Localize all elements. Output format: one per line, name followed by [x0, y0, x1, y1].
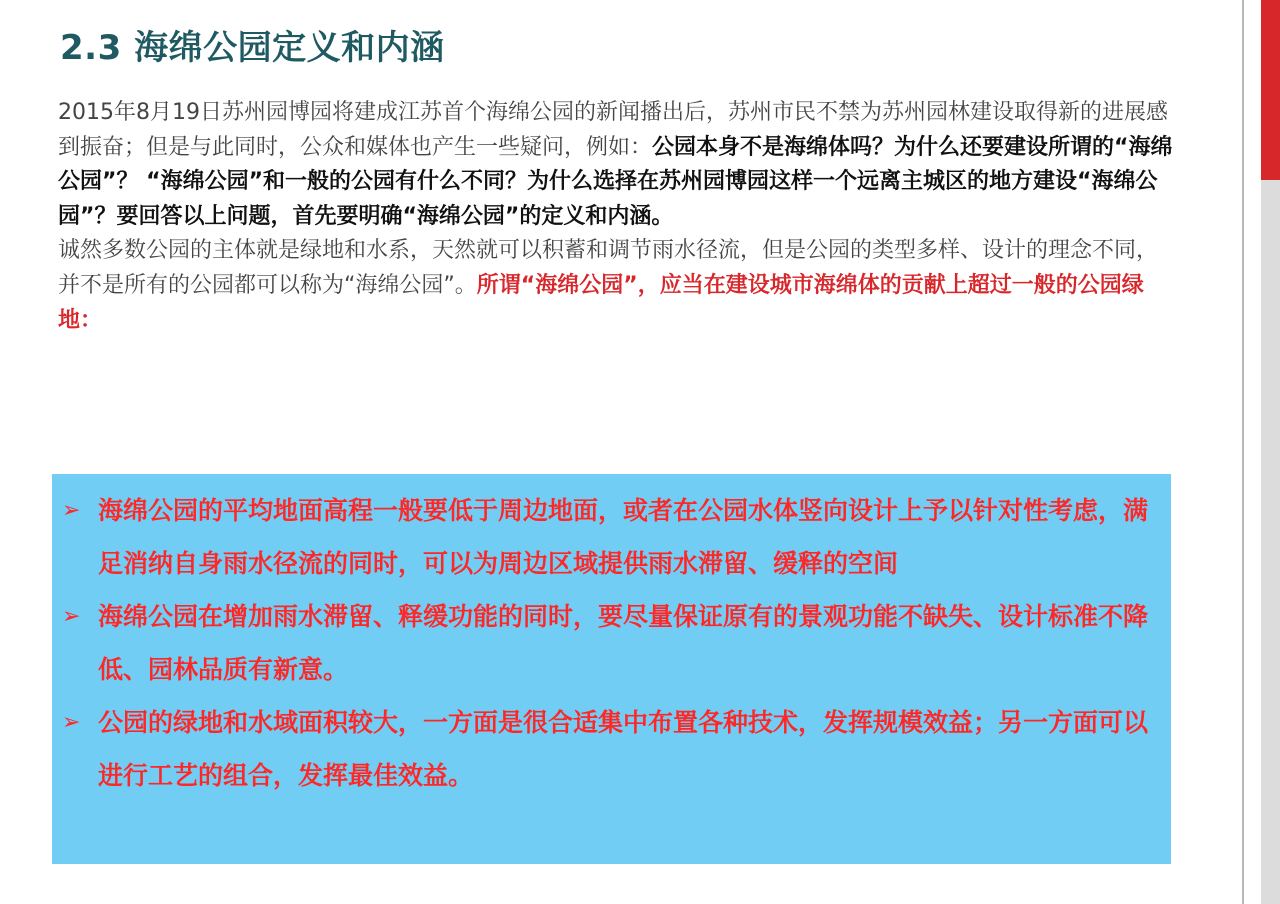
bullet-text: 海绵公园在增加雨水滞留、释缓功能的同时，要尽量保证原有的景观功能不缺失、设计标准不降低、园林品质有新意。 [98, 602, 1149, 684]
bullet-list [62, 484, 1162, 802]
bullet-item [62, 484, 1162, 590]
page-title: 2.3 海绵公园定义和内涵 [60, 28, 445, 68]
intro-paragraph-1 [58, 96, 1178, 234]
right-divider-line [1242, 0, 1244, 904]
bullet-text: 海绵公园的平均地面高程一般要低于周边地面，或者在公园水体竖向设计上予以针对性考虑，满足消纳自身雨水径流的同时，可以为周边区域提供雨水滞留、缓释的空间 [98, 496, 1149, 578]
bullet-item [62, 696, 1162, 802]
bullet-item [62, 590, 1162, 696]
intro-p1-bold: 公园本身不是海绵体吗？为什么还要建设所谓的“海绵公园”？ “海绵公园”和一般的公园有什么不同？为什么选择在苏州园博园这样一个远离主城区的地方建设“海绵公园”？要回答以上问题，首先要明确“海绵公园”的定义和内涵。 [58, 134, 1173, 229]
intro-p2-red: 所谓“海绵公园”，应当在建设城市海绵体的贡献上超过一般的公园绿地： [58, 272, 1144, 333]
right-red-accent-bar [1261, 0, 1280, 180]
intro-p2-normal: 诚然多数公园的主体就是绿地和水系，天然就可以积蓄和调节雨水径流，但是公园的类型多样、设计的理念不同，并不是所有的公园都可以称为“海绵公园”。 [58, 238, 1159, 298]
arrow-bullet-icon: ➢ [62, 604, 81, 629]
bullet-text: 公园的绿地和水域面积较大，一方面是很合适集中布置各种技术，发挥规模效益；另一方面可以进行工艺的组合，发挥最佳效益。 [98, 708, 1149, 790]
intro-p1-normal: 2015年8月19日苏州园博园将建成江苏首个海绵公园的新闻播出后，苏州市民不禁为苏州园林建设取得新的进展感到振奋；但是与此同时，公众和媒体也产生一些疑问，例如： [58, 100, 1168, 160]
arrow-bullet-icon: ➢ [62, 710, 81, 735]
arrow-bullet-icon: ➢ [62, 498, 81, 523]
intro-text [58, 96, 1178, 338]
intro-paragraph-2 [58, 234, 1178, 338]
